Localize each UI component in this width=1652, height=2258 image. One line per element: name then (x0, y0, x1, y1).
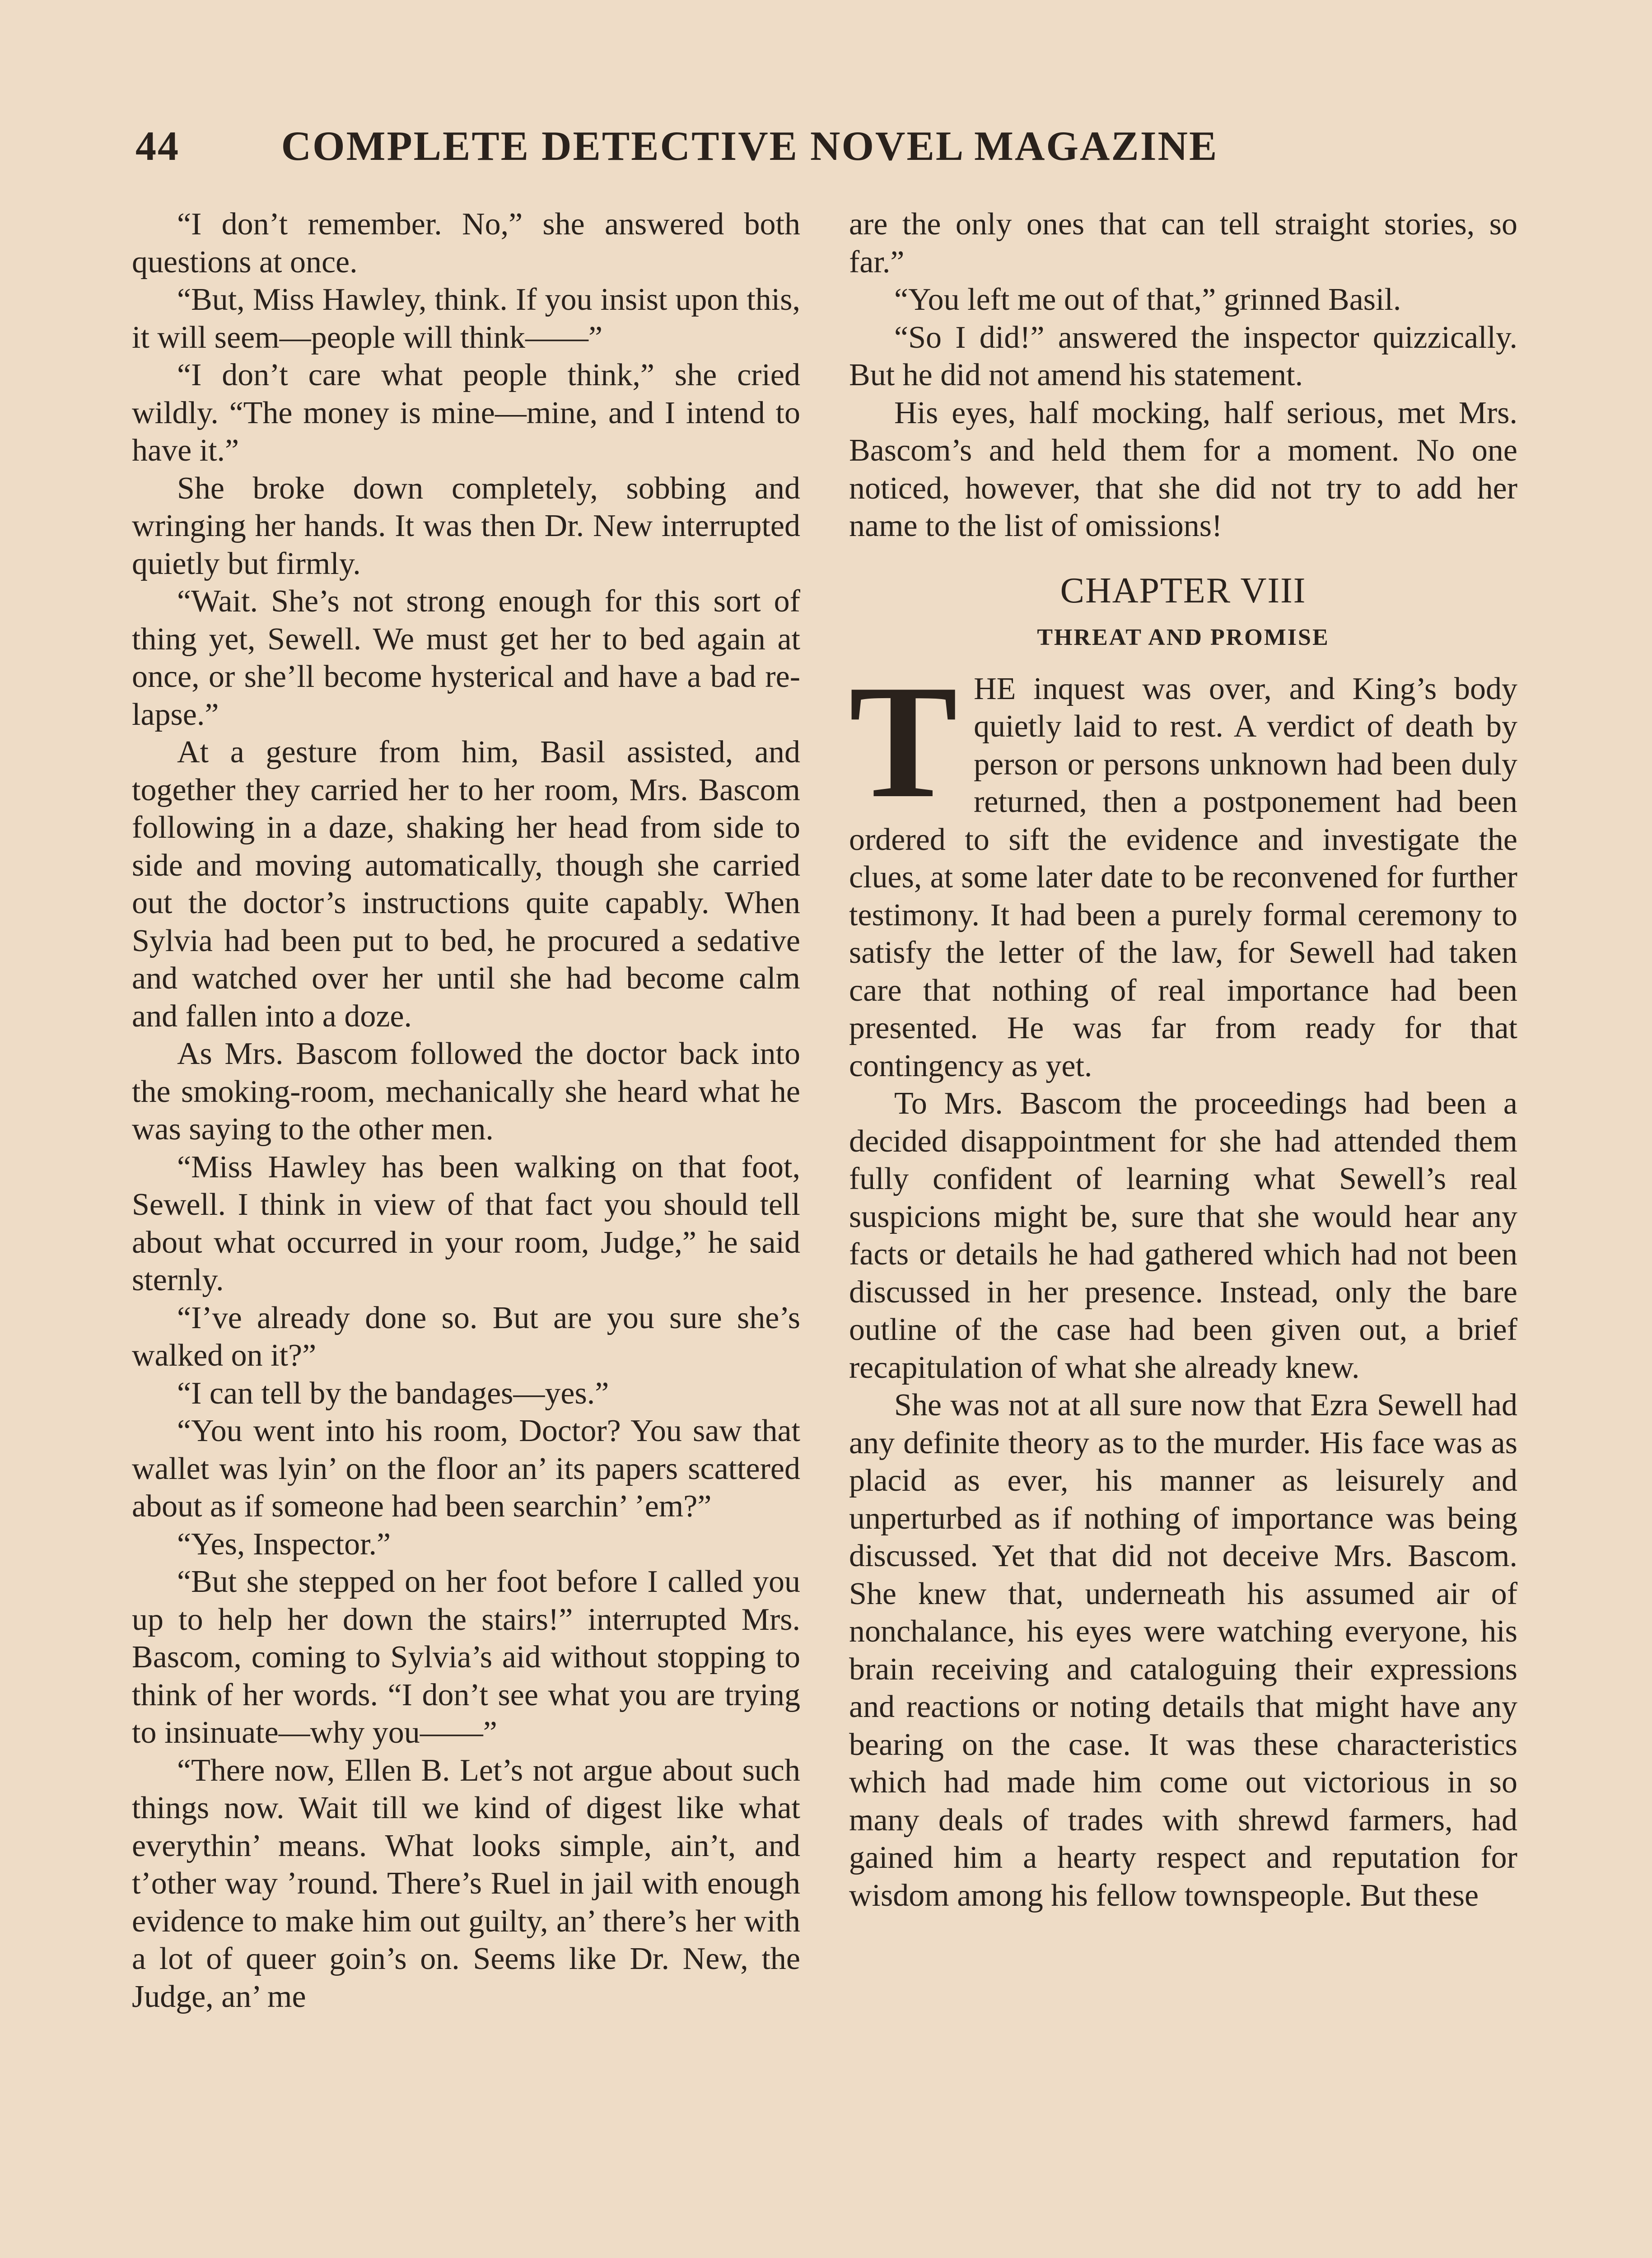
paragraph: “I can tell by the bandages—yes.” (177, 1376, 609, 1411)
paragraph: “You went into his room, Doctor? You saw that wallet was lyin’ on the floor an’ its papers scattered about as if someone had been searchin’ ’em?” (132, 1414, 800, 1524)
paragraph: “Yes, Inspector.” (177, 1526, 391, 1562)
left-column (132, 205, 800, 2015)
paragraph: “So I did!” answered the inspector quizzically. But he did not amend his statement. (849, 320, 1517, 392)
paragraph: “Miss Hawley has been walking on that foot, Sewell. I think in view of that fact you should tell about what occurred in your room, Judge,” he said sternly. (132, 1149, 800, 1297)
paragraph: “Wait. She’s not strong enough for this sort of thing yet, Sewell. We must get her to bed again at once, or she’ll become hysterical and have a bad relapse.” (132, 584, 800, 732)
paragraph: “There now, Ellen B. Let’s not argue about such things now. Wait till we kind of digest like what everythin’ means. What looks simple, ain’t, and t’other way ’round. There’s Ruel in jail with enough evidence to make him out guilty, an’ there’s her with a lot of queer goin’s on. Seems like Dr. New, the Judge, an’ me (132, 1753, 800, 2014)
paragraph: His eyes, half mocking, half serious, met Mrs. Bascom’s and held them for a moment. No one noticed, however, that she did not try to add her name to the list of omissions! (849, 395, 1517, 543)
paragraph: “I’ve already done so. But are you sure she’s walked on it?” (132, 1300, 800, 1373)
opening-text: HE inquest was over, and King’s body quietly laid to rest. A verdict of death by person or persons unknown had been duly returned, then a postponement had been ordered to sift the evidence and investigate the clues, at some later date to be reconvened for further testimony. It had been a purely formal ceremony to satisfy the letter of the law, for Sewell had taken care that nothing of real importance had been presented. He was far from ready for that contingency as yet. (849, 671, 1517, 1083)
right-column (849, 205, 1517, 1914)
paragraph: “But, Miss Hawley, think. If you insist upon this, it will seem—people will think——” (132, 282, 800, 355)
drop-cap: T (849, 651, 958, 831)
paragraph: She was not at all sure now that Ezra Sewell had any definite theory as to the murder. His face was as placid as ever, his manner as leisurely and unperturbed as if nothing of importance was being discussed. Yet that did not deceive Mrs. Bascom. She knew that, underneath his assumed air of nonchalance, his eyes were watching everyone, his brain receiving and cataloguing their expressions and reactions or noting details that might have any bearing on the case. It was these characteristics which had made him come out victorious in so many deals of trades with shrewd farmers, had gained him a hearty respect and reputation for wisdom among his fellow townspeople. But these (849, 1388, 1517, 1913)
paragraph: “You left me out of that,” grinned Basil. (894, 282, 1401, 317)
page-number: 44 (135, 123, 180, 169)
paragraph: “I don’t remember. No,” she answered both questions at once. (132, 207, 800, 280)
chapter-subtitle: THREAT AND PROMISE (1037, 625, 1330, 650)
paragraph: “I don’t care what people think,” she cried wildly. “The money is mine—mine, and I intend to have it.” (132, 358, 800, 468)
paragraph: are the only ones that can tell straight stories, so far.” (849, 207, 1517, 280)
paragraph: She broke down completely, sobbing and wringing her hands. It was then Dr. New interrupted quietly but firmly. (132, 471, 800, 581)
paragraph: At a gesture from him, Basil assisted, and together they carried her to her room, Mrs. Bascom following in a daze, shaking her head from side to side and moving automatically, though she carried out the doctor’s instructions quite capably. When Sylvia had been put to bed, he procured a sedative and watched over her until she had become calm and fallen into a doze. (132, 735, 800, 1034)
page-header (135, 121, 1292, 171)
chapter-title: CHAPTER VIII (1060, 570, 1307, 611)
paragraph: “But she stepped on her foot before I called you up to help her down the stairs!” interrupted Mrs. Bascom, coming to Sylvia’s aid without stopping to think of her words. “I don’t see what you are trying to insinuate—why you——” (132, 1564, 800, 1750)
paragraph: As Mrs. Bascom followed the doctor back into the smoking-room, mechanically she heard what he was saying to the other men. (132, 1036, 800, 1147)
chapter-opening-paragraph (849, 651, 1517, 1085)
running-title: COMPLETE DETECTIVE NOVEL MAGAZINE (281, 123, 1218, 169)
paragraph: To Mrs. Bascom the proceedings had been a decided disappointment for she had attended them fully confident of learning what Sewell’s real suspicions might be, sure that she would hear any facts or details he had gathered which had not been discussed in her presence. Instead, only the bare outline of the case had been given out, a brief recapitulation of what she already knew. (849, 1086, 1517, 1385)
